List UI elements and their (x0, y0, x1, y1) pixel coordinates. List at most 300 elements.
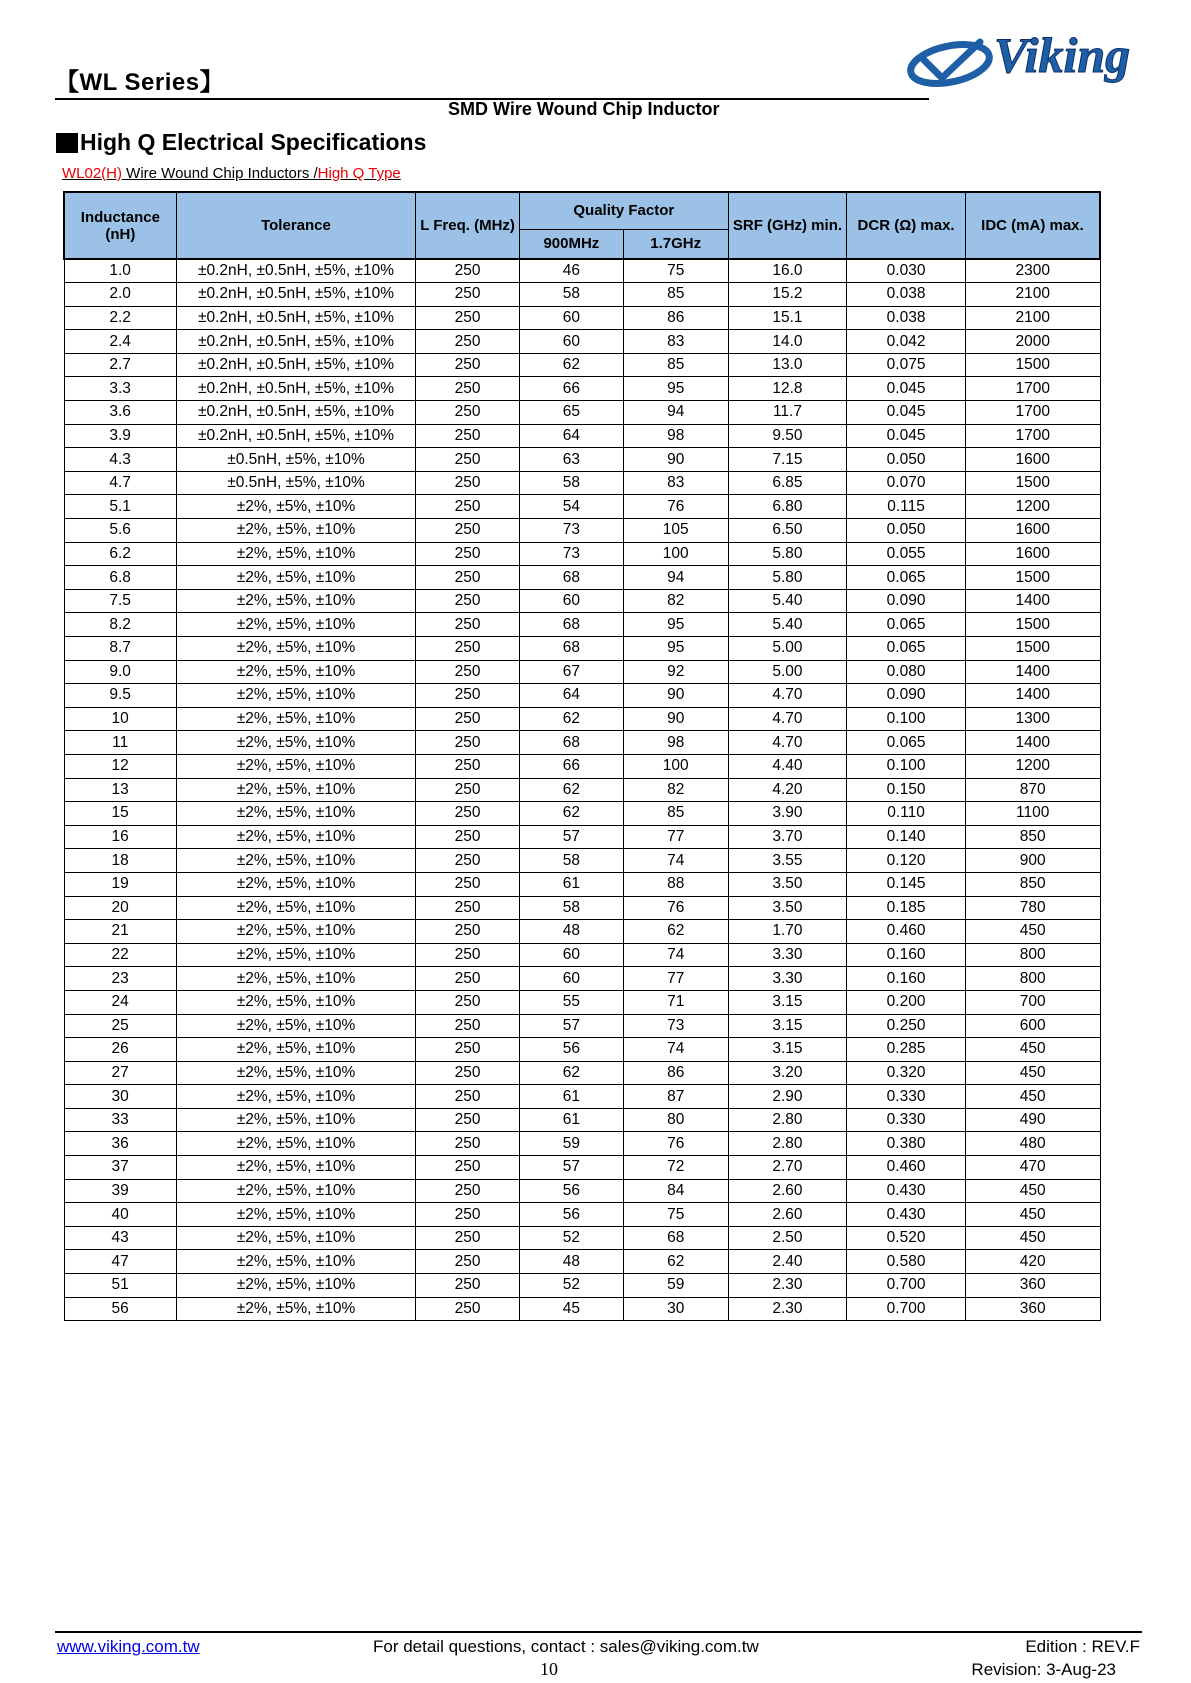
page-number: 10 (540, 1659, 558, 1679)
tolerance-cell: ±0.2nH, ±0.5nH, ±5%, ±10% (176, 306, 415, 330)
freq-cell: 250 (416, 1156, 520, 1180)
q-1-7ghz-cell: 98 (623, 424, 728, 448)
freq-cell: 250 (416, 920, 520, 944)
tolerance-cell: ±2%, ±5%, ±10% (176, 967, 415, 991)
q-900mhz-cell: 68 (519, 566, 623, 590)
idc-cell: 2000 (965, 330, 1100, 354)
q-1-7ghz-cell: 87 (623, 1085, 728, 1109)
tolerance-cell: ±2%, ±5%, ±10% (176, 1179, 415, 1203)
srf-cell: 16.0 (728, 259, 847, 283)
q-1-7ghz-cell: 74 (623, 849, 728, 873)
tolerance-cell: ±2%, ±5%, ±10% (176, 943, 415, 967)
srf-cell: 14.0 (728, 330, 847, 354)
freq-cell: 250 (416, 802, 520, 826)
tolerance-cell: ±0.2nH, ±0.5nH, ±5%, ±10% (176, 377, 415, 401)
idc-cell: 1500 (965, 566, 1100, 590)
idc-cell: 1500 (965, 637, 1100, 661)
inductance-cell: 51 (64, 1274, 176, 1298)
q-1-7ghz-cell: 74 (623, 1038, 728, 1062)
dcr-cell: 0.115 (847, 495, 966, 519)
table-row (64, 684, 1100, 708)
tolerance-cell: ±2%, ±5%, ±10% (176, 802, 415, 826)
q-1-7ghz-cell: 75 (623, 259, 728, 283)
q-1-7ghz-cell: 95 (623, 377, 728, 401)
q-900mhz-cell: 60 (519, 967, 623, 991)
q-1-7ghz-cell: 85 (623, 802, 728, 826)
q-900mhz-cell: 62 (519, 1061, 623, 1085)
tolerance-cell: ±2%, ±5%, ±10% (176, 684, 415, 708)
product-line (62, 165, 401, 182)
q-1-7ghz-cell: 86 (623, 306, 728, 330)
idc-cell: 780 (965, 896, 1100, 920)
inductance-cell: 33 (64, 1108, 176, 1132)
tolerance-cell: ±2%, ±5%, ±10% (176, 1250, 415, 1274)
col-header-dcr: DCR (Ω) max. (847, 192, 966, 259)
freq-cell: 250 (416, 495, 520, 519)
freq-cell: 250 (416, 1108, 520, 1132)
q-1-7ghz-cell: 71 (623, 990, 728, 1014)
q-900mhz-cell: 57 (519, 825, 623, 849)
inductance-cell: 24 (64, 990, 176, 1014)
dcr-cell: 0.070 (847, 471, 966, 495)
freq-cell: 250 (416, 943, 520, 967)
square-bullet-icon (56, 133, 78, 153)
freq-cell: 250 (416, 353, 520, 377)
inductance-cell: 9.5 (64, 684, 176, 708)
inductance-cell: 7.5 (64, 589, 176, 613)
table-row (64, 707, 1100, 731)
tolerance-cell: ±2%, ±5%, ±10% (176, 519, 415, 543)
q-900mhz-cell: 48 (519, 920, 623, 944)
freq-cell: 250 (416, 1061, 520, 1085)
idc-cell: 1300 (965, 707, 1100, 731)
freq-cell: 250 (416, 519, 520, 543)
dcr-cell: 0.700 (847, 1274, 966, 1298)
srf-cell: 4.70 (728, 731, 847, 755)
table-row (64, 660, 1100, 684)
inductance-cell: 21 (64, 920, 176, 944)
tolerance-cell: ±0.5nH, ±5%, ±10% (176, 448, 415, 472)
tolerance-cell: ±2%, ±5%, ±10% (176, 825, 415, 849)
table-row (64, 943, 1100, 967)
tolerance-cell: ±2%, ±5%, ±10% (176, 1203, 415, 1227)
srf-cell: 3.15 (728, 1038, 847, 1062)
col-header-inductance: Inductance (nH) (64, 192, 176, 259)
freq-cell: 250 (416, 448, 520, 472)
inductance-cell: 15 (64, 802, 176, 826)
inductance-cell: 2.7 (64, 353, 176, 377)
inductance-cell: 22 (64, 943, 176, 967)
q-900mhz-cell: 57 (519, 1014, 623, 1038)
tolerance-cell: ±2%, ±5%, ±10% (176, 566, 415, 590)
edition-label: Edition : REV.F (1025, 1637, 1140, 1656)
idc-cell: 360 (965, 1274, 1100, 1298)
q-1-7ghz-cell: 68 (623, 1226, 728, 1250)
srf-cell: 3.30 (728, 967, 847, 991)
idc-cell: 2100 (965, 306, 1100, 330)
idc-cell: 1600 (965, 448, 1100, 472)
srf-cell: 3.70 (728, 825, 847, 849)
tolerance-cell: ±0.2nH, ±0.5nH, ±5%, ±10% (176, 283, 415, 307)
table-row (64, 920, 1100, 944)
freq-cell: 250 (416, 731, 520, 755)
dcr-cell: 0.330 (847, 1108, 966, 1132)
dcr-cell: 0.430 (847, 1203, 966, 1227)
tolerance-cell: ±2%, ±5%, ±10% (176, 754, 415, 778)
srf-cell: 4.20 (728, 778, 847, 802)
q-900mhz-cell: 45 (519, 1297, 623, 1321)
idc-cell: 1400 (965, 684, 1100, 708)
table-row (64, 1108, 1100, 1132)
table-row (64, 778, 1100, 802)
q-1-7ghz-cell: 100 (623, 754, 728, 778)
tolerance-cell: ±2%, ±5%, ±10% (176, 1038, 415, 1062)
q-900mhz-cell: 46 (519, 259, 623, 283)
dcr-cell: 0.160 (847, 967, 966, 991)
srf-cell: 2.50 (728, 1226, 847, 1250)
inductance-cell: 56 (64, 1297, 176, 1321)
freq-cell: 250 (416, 1203, 520, 1227)
srf-cell: 15.1 (728, 306, 847, 330)
col-header-idc: IDC (mA) max. (965, 192, 1100, 259)
q-900mhz-cell: 66 (519, 377, 623, 401)
q-1-7ghz-cell: 82 (623, 778, 728, 802)
dcr-cell: 0.038 (847, 283, 966, 307)
table-row (64, 330, 1100, 354)
table-row (64, 825, 1100, 849)
tolerance-cell: ±2%, ±5%, ±10% (176, 1085, 415, 1109)
idc-cell: 800 (965, 967, 1100, 991)
freq-cell: 250 (416, 566, 520, 590)
idc-cell: 1600 (965, 519, 1100, 543)
idc-cell: 800 (965, 943, 1100, 967)
idc-cell: 1700 (965, 377, 1100, 401)
idc-cell: 360 (965, 1297, 1100, 1321)
inductance-cell: 43 (64, 1226, 176, 1250)
dcr-cell: 0.430 (847, 1179, 966, 1203)
srf-cell: 6.80 (728, 495, 847, 519)
q-1-7ghz-cell: 30 (623, 1297, 728, 1321)
table-row (64, 353, 1100, 377)
inductance-cell: 37 (64, 1156, 176, 1180)
inductance-cell: 18 (64, 849, 176, 873)
dcr-cell: 0.075 (847, 353, 966, 377)
srf-cell: 6.85 (728, 471, 847, 495)
table-row (64, 283, 1100, 307)
idc-cell: 1700 (965, 424, 1100, 448)
srf-cell: 6.50 (728, 519, 847, 543)
q-1-7ghz-cell: 84 (623, 1179, 728, 1203)
freq-cell: 250 (416, 825, 520, 849)
q-900mhz-cell: 52 (519, 1274, 623, 1298)
srf-cell: 3.50 (728, 896, 847, 920)
q-1-7ghz-cell: 90 (623, 448, 728, 472)
idc-cell: 450 (965, 1226, 1100, 1250)
q-900mhz-cell: 58 (519, 283, 623, 307)
q-900mhz-cell: 73 (519, 519, 623, 543)
inductance-cell: 9.0 (64, 660, 176, 684)
dcr-cell: 0.160 (847, 943, 966, 967)
inductance-cell: 5.1 (64, 495, 176, 519)
q-1-7ghz-cell: 90 (623, 684, 728, 708)
table-row (64, 637, 1100, 661)
srf-cell: 3.50 (728, 872, 847, 896)
table-row (64, 731, 1100, 755)
dcr-cell: 0.030 (847, 259, 966, 283)
tolerance-cell: ±2%, ±5%, ±10% (176, 990, 415, 1014)
spec-table-body (64, 259, 1100, 1321)
table-row (64, 754, 1100, 778)
srf-cell: 3.30 (728, 943, 847, 967)
inductance-cell: 3.3 (64, 377, 176, 401)
q-900mhz-cell: 52 (519, 1226, 623, 1250)
srf-cell: 5.00 (728, 660, 847, 684)
idc-cell: 850 (965, 872, 1100, 896)
srf-cell: 2.30 (728, 1274, 847, 1298)
idc-cell: 700 (965, 990, 1100, 1014)
idc-cell: 2300 (965, 259, 1100, 283)
srf-cell: 2.90 (728, 1085, 847, 1109)
q-900mhz-cell: 60 (519, 306, 623, 330)
dcr-cell: 0.250 (847, 1014, 966, 1038)
inductance-cell: 8.2 (64, 613, 176, 637)
idc-cell: 1400 (965, 731, 1100, 755)
freq-cell: 250 (416, 637, 520, 661)
q-900mhz-cell: 64 (519, 424, 623, 448)
tolerance-cell: ±2%, ±5%, ±10% (176, 1297, 415, 1321)
inductance-cell: 47 (64, 1250, 176, 1274)
q-900mhz-cell: 66 (519, 754, 623, 778)
tolerance-cell: ±2%, ±5%, ±10% (176, 731, 415, 755)
dcr-cell: 0.055 (847, 542, 966, 566)
srf-cell: 13.0 (728, 353, 847, 377)
q-1-7ghz-cell: 77 (623, 825, 728, 849)
dcr-cell: 0.110 (847, 802, 966, 826)
table-row (64, 424, 1100, 448)
tolerance-cell: ±0.5nH, ±5%, ±10% (176, 471, 415, 495)
q-1-7ghz-cell: 74 (623, 943, 728, 967)
q-900mhz-cell: 67 (519, 660, 623, 684)
col-header-srf: SRF (GHz) min. (728, 192, 847, 259)
dcr-cell: 0.700 (847, 1297, 966, 1321)
tolerance-cell: ±2%, ±5%, ±10% (176, 896, 415, 920)
q-900mhz-cell: 62 (519, 353, 623, 377)
q-900mhz-cell: 61 (519, 1085, 623, 1109)
q-900mhz-cell: 62 (519, 802, 623, 826)
freq-cell: 250 (416, 424, 520, 448)
q-1-7ghz-cell: 73 (623, 1014, 728, 1038)
inductance-cell: 36 (64, 1132, 176, 1156)
table-row (64, 1156, 1100, 1180)
q-1-7ghz-cell: 75 (623, 1203, 728, 1227)
dcr-cell: 0.042 (847, 330, 966, 354)
viking-logo (902, 20, 1182, 94)
inductance-cell: 40 (64, 1203, 176, 1227)
q-900mhz-cell: 56 (519, 1203, 623, 1227)
table-row (64, 613, 1100, 637)
dcr-cell: 0.090 (847, 589, 966, 613)
freq-cell: 250 (416, 259, 520, 283)
freq-cell: 250 (416, 401, 520, 425)
srf-cell: 2.80 (728, 1108, 847, 1132)
freq-cell: 250 (416, 849, 520, 873)
website-link[interactable]: www.viking.com.tw (57, 1637, 200, 1656)
idc-cell: 1500 (965, 353, 1100, 377)
table-row (64, 1203, 1100, 1227)
freq-cell: 250 (416, 589, 520, 613)
table-row (64, 471, 1100, 495)
tolerance-cell: ±2%, ±5%, ±10% (176, 1274, 415, 1298)
inductance-cell: 4.7 (64, 471, 176, 495)
dcr-cell: 0.045 (847, 424, 966, 448)
freq-cell: 250 (416, 754, 520, 778)
tolerance-cell: ±0.2nH, ±0.5nH, ±5%, ±10% (176, 259, 415, 283)
q-900mhz-cell: 60 (519, 943, 623, 967)
idc-cell: 450 (965, 920, 1100, 944)
dcr-cell: 0.080 (847, 660, 966, 684)
q-900mhz-cell: 63 (519, 448, 623, 472)
table-row (64, 849, 1100, 873)
srf-cell: 5.80 (728, 566, 847, 590)
srf-cell: 2.70 (728, 1156, 847, 1180)
q-900mhz-cell: 68 (519, 637, 623, 661)
idc-cell: 450 (965, 1061, 1100, 1085)
q-1-7ghz-cell: 72 (623, 1156, 728, 1180)
freq-cell: 250 (416, 872, 520, 896)
table-row (64, 519, 1100, 543)
q-900mhz-cell: 54 (519, 495, 623, 519)
freq-cell: 250 (416, 990, 520, 1014)
table-row (64, 1274, 1100, 1298)
col-header-q-1-7ghz: 1.7GHz (623, 229, 728, 259)
q-900mhz-cell: 57 (519, 1156, 623, 1180)
spec-table (63, 191, 1101, 1321)
idc-cell: 450 (965, 1203, 1100, 1227)
q-900mhz-cell: 56 (519, 1038, 623, 1062)
dcr-cell: 0.285 (847, 1038, 966, 1062)
tolerance-cell: ±0.2nH, ±0.5nH, ±5%, ±10% (176, 424, 415, 448)
table-row (64, 1297, 1100, 1321)
dcr-cell: 0.065 (847, 637, 966, 661)
freq-cell: 250 (416, 1250, 520, 1274)
q-1-7ghz-cell: 100 (623, 542, 728, 566)
dcr-cell: 0.150 (847, 778, 966, 802)
tolerance-cell: ±2%, ±5%, ±10% (176, 1014, 415, 1038)
dcr-cell: 0.330 (847, 1085, 966, 1109)
idc-cell: 1500 (965, 613, 1100, 637)
inductance-cell: 2.2 (64, 306, 176, 330)
tolerance-cell: ±2%, ±5%, ±10% (176, 920, 415, 944)
tolerance-cell: ±2%, ±5%, ±10% (176, 589, 415, 613)
q-900mhz-cell: 62 (519, 778, 623, 802)
idc-cell: 420 (965, 1250, 1100, 1274)
col-header-quality-factor: Quality Factor (519, 192, 728, 229)
product-type: High Q Type (317, 165, 401, 182)
freq-cell: 250 (416, 1014, 520, 1038)
series-title: 【WL Series】 (55, 69, 225, 96)
q-1-7ghz-cell: 62 (623, 1250, 728, 1274)
q-1-7ghz-cell: 85 (623, 353, 728, 377)
q-900mhz-cell: 60 (519, 330, 623, 354)
srf-cell: 5.40 (728, 589, 847, 613)
logo-wordmark: Viking (994, 27, 1131, 83)
inductance-cell: 10 (64, 707, 176, 731)
inductance-cell: 27 (64, 1061, 176, 1085)
freq-cell: 250 (416, 1274, 520, 1298)
q-900mhz-cell: 56 (519, 1179, 623, 1203)
freq-cell: 250 (416, 377, 520, 401)
freq-cell: 250 (416, 471, 520, 495)
q-1-7ghz-cell: 76 (623, 896, 728, 920)
inductance-cell: 3.6 (64, 401, 176, 425)
tolerance-cell: ±2%, ±5%, ±10% (176, 1108, 415, 1132)
q-900mhz-cell: 65 (519, 401, 623, 425)
srf-cell: 4.40 (728, 754, 847, 778)
tolerance-cell: ±2%, ±5%, ±10% (176, 495, 415, 519)
srf-cell: 2.80 (728, 1132, 847, 1156)
q-900mhz-cell: 59 (519, 1132, 623, 1156)
dcr-cell: 0.045 (847, 377, 966, 401)
srf-cell: 2.40 (728, 1250, 847, 1274)
tolerance-cell: ±2%, ±5%, ±10% (176, 707, 415, 731)
table-row (64, 896, 1100, 920)
dcr-cell: 0.380 (847, 1132, 966, 1156)
freq-cell: 250 (416, 660, 520, 684)
srf-cell: 2.60 (728, 1203, 847, 1227)
idc-cell: 850 (965, 825, 1100, 849)
table-row (64, 448, 1100, 472)
dcr-cell: 0.200 (847, 990, 966, 1014)
table-row (64, 589, 1100, 613)
dcr-cell: 0.100 (847, 707, 966, 731)
srf-cell: 11.7 (728, 401, 847, 425)
freq-cell: 250 (416, 330, 520, 354)
dcr-cell: 0.065 (847, 731, 966, 755)
inductance-cell: 39 (64, 1179, 176, 1203)
section-title-text: High Q Electrical Specifications (80, 129, 427, 155)
footer-contact: For detail questions, contact : sales@viking.com.tw (373, 1637, 759, 1656)
table-row (64, 1179, 1100, 1203)
dcr-cell: 0.580 (847, 1250, 966, 1274)
inductance-cell: 6.8 (64, 566, 176, 590)
revision-label: Revision: 3-Aug-23 (971, 1660, 1116, 1679)
idc-cell: 480 (965, 1132, 1100, 1156)
inductance-cell: 13 (64, 778, 176, 802)
freq-cell: 250 (416, 613, 520, 637)
q-1-7ghz-cell: 83 (623, 330, 728, 354)
tolerance-cell: ±0.2nH, ±0.5nH, ±5%, ±10% (176, 353, 415, 377)
q-1-7ghz-cell: 105 (623, 519, 728, 543)
col-header-freq: L Freq. (MHz) (416, 192, 520, 259)
table-row (64, 802, 1100, 826)
idc-cell: 870 (965, 778, 1100, 802)
col-header-tolerance: Tolerance (176, 192, 415, 259)
idc-cell: 1700 (965, 401, 1100, 425)
q-1-7ghz-cell: 86 (623, 1061, 728, 1085)
inductance-cell: 30 (64, 1085, 176, 1109)
dcr-cell: 0.050 (847, 519, 966, 543)
tolerance-cell: ±2%, ±5%, ±10% (176, 613, 415, 637)
q-900mhz-cell: 60 (519, 589, 623, 613)
idc-cell: 450 (965, 1179, 1100, 1203)
inductance-cell: 26 (64, 1038, 176, 1062)
srf-cell: 9.50 (728, 424, 847, 448)
product-description: Wire Wound Chip Inductors / (122, 165, 318, 182)
tolerance-cell: ±2%, ±5%, ±10% (176, 1156, 415, 1180)
q-900mhz-cell: 58 (519, 471, 623, 495)
dcr-cell: 0.145 (847, 872, 966, 896)
table-row (64, 967, 1100, 991)
